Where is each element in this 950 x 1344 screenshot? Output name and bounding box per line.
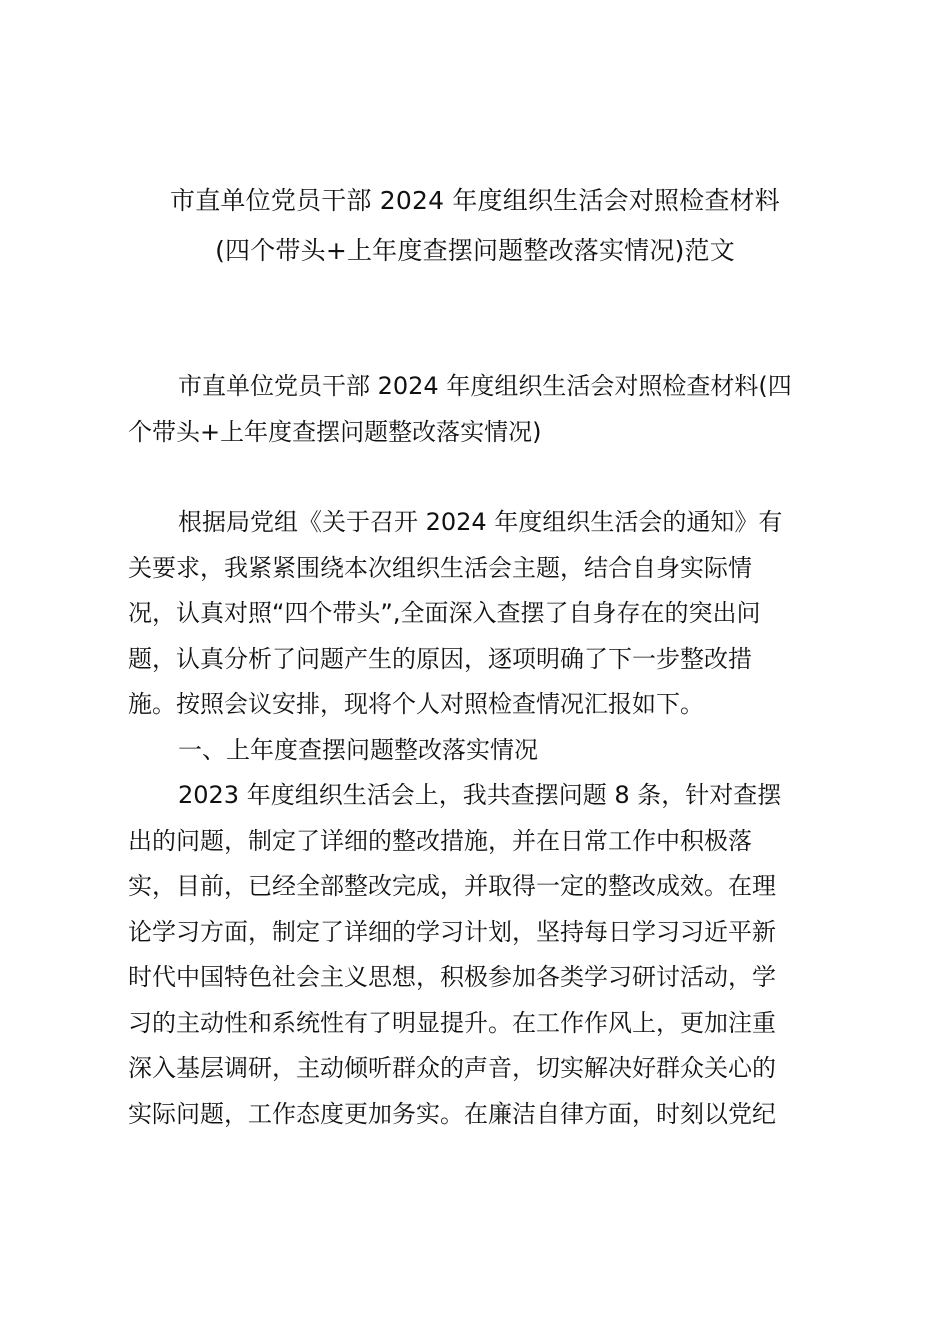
title-line: 市直单位党员干部 2024 年度组织生活会对照检查材料 — [170, 186, 780, 215]
paragraph-intro — [128, 500, 822, 728]
paragraph-line: 2023 年度组织生活会上，我共查摆问题 8 条，针对查摆 — [178, 781, 782, 809]
paragraph-line: 实，目前，已经全部整改完成，并取得一定的整改成效。在理 — [128, 872, 776, 900]
subtitle-line: 个带头+上年度查摆问题整改落实情况) — [128, 417, 542, 446]
title-line: (四个带头+上年度查摆问题整改落实情况)范文 — [215, 236, 735, 265]
paragraph-line: 题，认真分析了问题产生的原因，逐项明确了下一步整改措 — [128, 644, 752, 673]
section-heading: 一、上年度查摆问题整改落实情况 — [178, 735, 538, 764]
document-title — [0, 176, 950, 276]
paragraph-line: 出的问题，制定了详细的整改措施，并在日常工作中积极落 — [128, 826, 752, 855]
paragraph-line: 根据局党组《关于召开 2024 年度组织生活会的通知》有 — [178, 508, 783, 536]
paragraph-line: 时代中国特色社会主义思想，积极参加各类学习研讨活动，学 — [128, 963, 776, 991]
document-subtitle — [128, 364, 822, 455]
paragraph-line: 习的主动性和系统性有了明显提升。在工作作风上，更加注重 — [128, 1008, 776, 1037]
document-body — [128, 500, 822, 1137]
subtitle-line: 市直单位党员干部 2024 年度组织生活会对照检查材料(四 — [178, 372, 792, 400]
paragraph-line: 实际问题，工作态度更加务实。在廉洁自律方面，时刻以党纪 — [128, 1099, 776, 1128]
paragraph-line: 深入基层调研，主动倾听群众的声音，切实解决好群众关心的 — [128, 1054, 776, 1082]
paragraph-line: 论学习方面，制定了详细的学习计划，坚持每日学习习近平新 — [128, 917, 776, 946]
paragraph-line: 况，认真对照“四个带头”,全面深入查摆了自身存在的突出问 — [128, 599, 761, 627]
paragraph-line: 施。按照会议安排，现将个人对照检查情况汇报如下。 — [128, 690, 704, 718]
paragraph-rectification — [128, 773, 822, 1137]
paragraph-line: 关要求，我紧紧围绕本次组织生活会主题，结合自身实际情 — [128, 553, 752, 582]
